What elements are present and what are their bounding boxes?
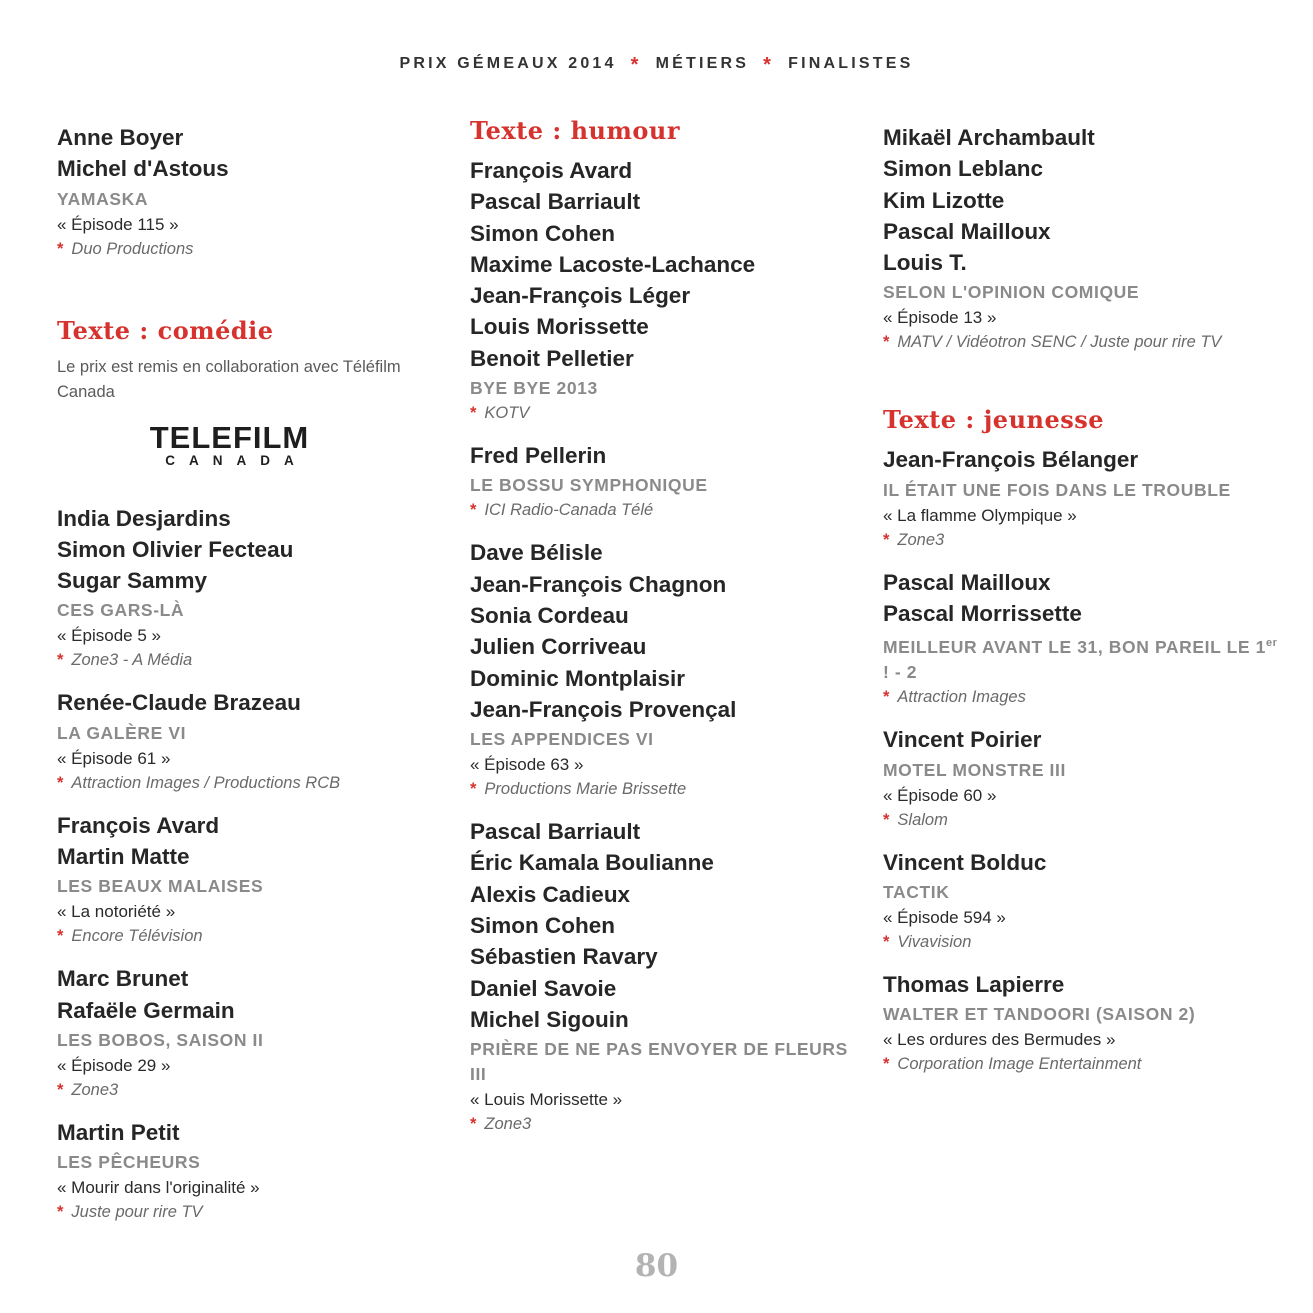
finalist-name: Rafaële Germain	[57, 997, 235, 1023]
show-title: LES PÊCHEURS	[57, 1152, 201, 1173]
asterisk-icon: *	[57, 1080, 64, 1099]
finalist-entry	[883, 444, 1278, 552]
finalist-name: Thomas Lapierre	[883, 971, 1065, 997]
finalist-name: Pascal Barriault	[470, 189, 641, 215]
asterisk-icon: *	[57, 927, 64, 946]
page-number: 80	[634, 1248, 679, 1284]
asterisk-icon: *	[883, 1055, 890, 1074]
show-title: CES GARS-LÀ	[57, 600, 185, 621]
finalist-name: India Desjardins	[57, 505, 231, 531]
finalist-name: Simon Cohen	[470, 220, 615, 246]
asterisk-icon: *	[470, 404, 477, 423]
finalist-name: Maxime Lacoste-Lachance	[470, 251, 756, 277]
show-title: PRIÈRE DE NE PAS ENVOYER DE FLEURS III	[470, 1039, 848, 1085]
column-middle	[470, 116, 865, 1151]
finalist-entry	[470, 155, 865, 426]
show-title: SELON L'OPINION COMIQUE	[883, 282, 1140, 303]
production-company: * Zone3	[470, 1115, 532, 1134]
finalist-name: Martin Petit	[57, 1119, 180, 1145]
column-right	[883, 122, 1278, 1091]
asterisk-icon: *	[883, 932, 890, 951]
finalist-name: Pascal Morrissette	[883, 601, 1082, 627]
asterisk-icon: *	[470, 501, 477, 520]
finalist-name: Michel Sigouin	[470, 1006, 629, 1032]
production-company: * Attraction Images	[883, 688, 1026, 707]
production-company: * Slalom	[883, 810, 948, 829]
finalist-name: Mikaël Archambault	[883, 125, 1095, 150]
production-company: * Vivavision	[883, 932, 972, 951]
finalist-name: François Avard	[470, 158, 633, 183]
finalist-name: Marc Brunet	[57, 966, 189, 992]
production-company: * KOTV	[470, 404, 530, 423]
finalist-name: Jean-François Chagnon	[470, 571, 727, 597]
finalist-entry	[57, 810, 452, 950]
finalist-entry	[57, 503, 452, 674]
header-separator-2: *	[763, 54, 775, 76]
finalist-entry	[57, 122, 452, 262]
logo-line2: CANADA	[165, 452, 308, 468]
production-company: * Attraction Images / Productions RCB	[57, 773, 341, 792]
finalist-name: Simon Olivier Fecteau	[57, 536, 294, 562]
finalist-name: Benoit Pelletier	[470, 345, 634, 371]
section-title-comedie: Texte : comédie	[57, 315, 274, 345]
finalist-name: Louis Morissette	[470, 314, 649, 340]
asterisk-icon: *	[883, 333, 890, 352]
show-title: BYE BYE 2013	[470, 378, 598, 399]
episode-title: « Mourir dans l'originalité »	[57, 1178, 260, 1198]
page-header	[0, 54, 1313, 77]
finalist-name: Pascal Barriault	[470, 819, 641, 845]
production-company: * Zone3 - A Média	[57, 651, 193, 670]
finalist-name: Kim Lizotte	[883, 187, 1005, 213]
finalist-entry	[470, 816, 865, 1137]
asterisk-icon: *	[57, 651, 64, 670]
production-company: * ICI Radio-Canada Télé	[470, 501, 654, 520]
finalist-name: Fred Pellerin	[470, 443, 607, 469]
finalist-name: Alexis Cadieux	[470, 881, 631, 907]
episode-title: « Épisode 61 »	[57, 748, 171, 768]
production-company: * MATV / Vidéotron SENC / Juste pour rire TV	[883, 333, 1222, 352]
production-company: * Zone3	[883, 530, 945, 549]
finalist-name: Sébastien Ravary	[470, 944, 658, 970]
column-left	[57, 122, 452, 1239]
finalist-name: Jean-François Bélanger	[883, 447, 1139, 473]
show-title: MOTEL MONSTRE III	[883, 759, 1066, 780]
finalist-entry	[883, 847, 1278, 955]
show-title: LES APPENDICES VI	[470, 729, 654, 750]
finalist-name: François Avard	[57, 812, 220, 838]
asterisk-icon: *	[883, 688, 890, 707]
finalist-name: Sugar Sammy	[57, 568, 208, 594]
finalist-entry	[470, 537, 865, 802]
episode-title: « Épisode 60 »	[883, 785, 997, 805]
finalist-entry	[883, 724, 1278, 832]
episode-title: « Épisode 63 »	[470, 755, 584, 775]
finalist-name: Jean-François Provençal	[470, 696, 737, 722]
episode-title: « Les ordures des Bermudes »	[883, 1030, 1116, 1050]
production-company: * Corporation Image Entertainment	[883, 1055, 1142, 1074]
episode-title: « La flamme Olympique »	[883, 505, 1077, 525]
finalist-name: Jean-François Léger	[470, 283, 691, 309]
production-company: * Encore Télévision	[57, 927, 203, 946]
section-title-humour: Texte : humour	[470, 116, 681, 145]
finalist-name: Dave Bélisle	[470, 540, 603, 566]
finalist-name: Simon Leblanc	[883, 156, 1044, 182]
finalist-entry	[57, 963, 452, 1103]
finalist-name: Pascal Mailloux	[883, 218, 1051, 244]
show-title: YAMASKA	[57, 188, 149, 209]
finalist-name: Pascal Mailloux	[883, 569, 1051, 595]
section-title-jeunesse: Texte : jeunesse	[883, 405, 1105, 435]
finalist-name: Simon Cohen	[470, 913, 615, 939]
finalist-name: Dominic Montplaisir	[470, 665, 686, 691]
show-title: LE BOSSU SYMPHONIQUE	[470, 475, 708, 496]
header-category: MÉTIERS	[655, 55, 750, 72]
episode-title: « Épisode 29 »	[57, 1055, 171, 1075]
finalist-name: Julien Corriveau	[470, 634, 647, 660]
episode-title: « Louis Morissette »	[470, 1090, 623, 1110]
finalist-entry	[470, 440, 865, 523]
header-separator-1: *	[630, 54, 642, 76]
logo-line1: TELEFILM	[149, 419, 310, 455]
production-company: * Juste pour rire TV	[57, 1203, 203, 1222]
finalist-entry	[883, 122, 1278, 355]
finalist-entry	[883, 567, 1278, 710]
finalist-name: Vincent Poirier	[883, 727, 1042, 753]
finalist-entry	[57, 1117, 452, 1225]
finalist-name: Sonia Cordeau	[470, 602, 629, 628]
header-title: PRIX GÉMEAUX 2014	[399, 55, 617, 72]
finalist-entry	[883, 969, 1278, 1077]
finalist-name: Vincent Bolduc	[883, 849, 1047, 875]
finalist-entry	[57, 687, 452, 795]
telefilm-logo	[7, 419, 452, 469]
show-title: IL ÉTAIT UNE FOIS DANS LE TROUBLE	[883, 479, 1231, 500]
finalist-name: Martin Matte	[57, 844, 190, 870]
asterisk-icon: *	[470, 1115, 477, 1134]
sponsor-note: Le prix est remis en collaboration avec Téléfilm Canada	[57, 357, 401, 401]
asterisk-icon: *	[883, 810, 890, 829]
production-company: * Duo Productions	[57, 239, 194, 258]
production-company: * Productions Marie Brissette	[470, 780, 687, 799]
show-title: TACTIK	[883, 881, 950, 902]
show-title: LES BEAUX MALAISES	[57, 876, 264, 897]
header-subtitle: FINALISTES	[788, 55, 914, 72]
asterisk-icon: *	[57, 239, 64, 258]
show-title: LA GALÈRE VI	[57, 722, 187, 743]
show-title: LES BOBOS, SAISON II	[57, 1029, 264, 1050]
episode-title: « Épisode 115 »	[57, 214, 179, 234]
finalist-name: Renée-Claude Brazeau	[57, 690, 301, 716]
episode-title: « Épisode 5 »	[57, 626, 161, 646]
finalist-name: Michel d'Astous	[57, 156, 229, 182]
episode-title: « Épisode 13 »	[883, 308, 997, 328]
show-title: MEILLEUR AVANT LE 31, BON PAREIL LE 1er ! - 2	[883, 637, 1278, 683]
finalist-name: Louis T.	[883, 250, 967, 276]
asterisk-icon: *	[883, 530, 890, 549]
episode-title: « Épisode 594 »	[883, 907, 1006, 927]
show-title: WALTER ET TANDOORI (SAISON 2)	[883, 1004, 1196, 1025]
asterisk-icon: *	[57, 773, 64, 792]
finalist-name: Éric Kamala Boulianne	[470, 850, 714, 876]
production-company: * Zone3	[57, 1080, 119, 1099]
episode-title: « La notoriété »	[57, 902, 176, 922]
asterisk-icon: *	[57, 1203, 64, 1222]
finalist-name: Daniel Savoie	[470, 975, 617, 1001]
asterisk-icon: *	[470, 780, 477, 799]
finalist-name: Anne Boyer	[57, 125, 184, 150]
